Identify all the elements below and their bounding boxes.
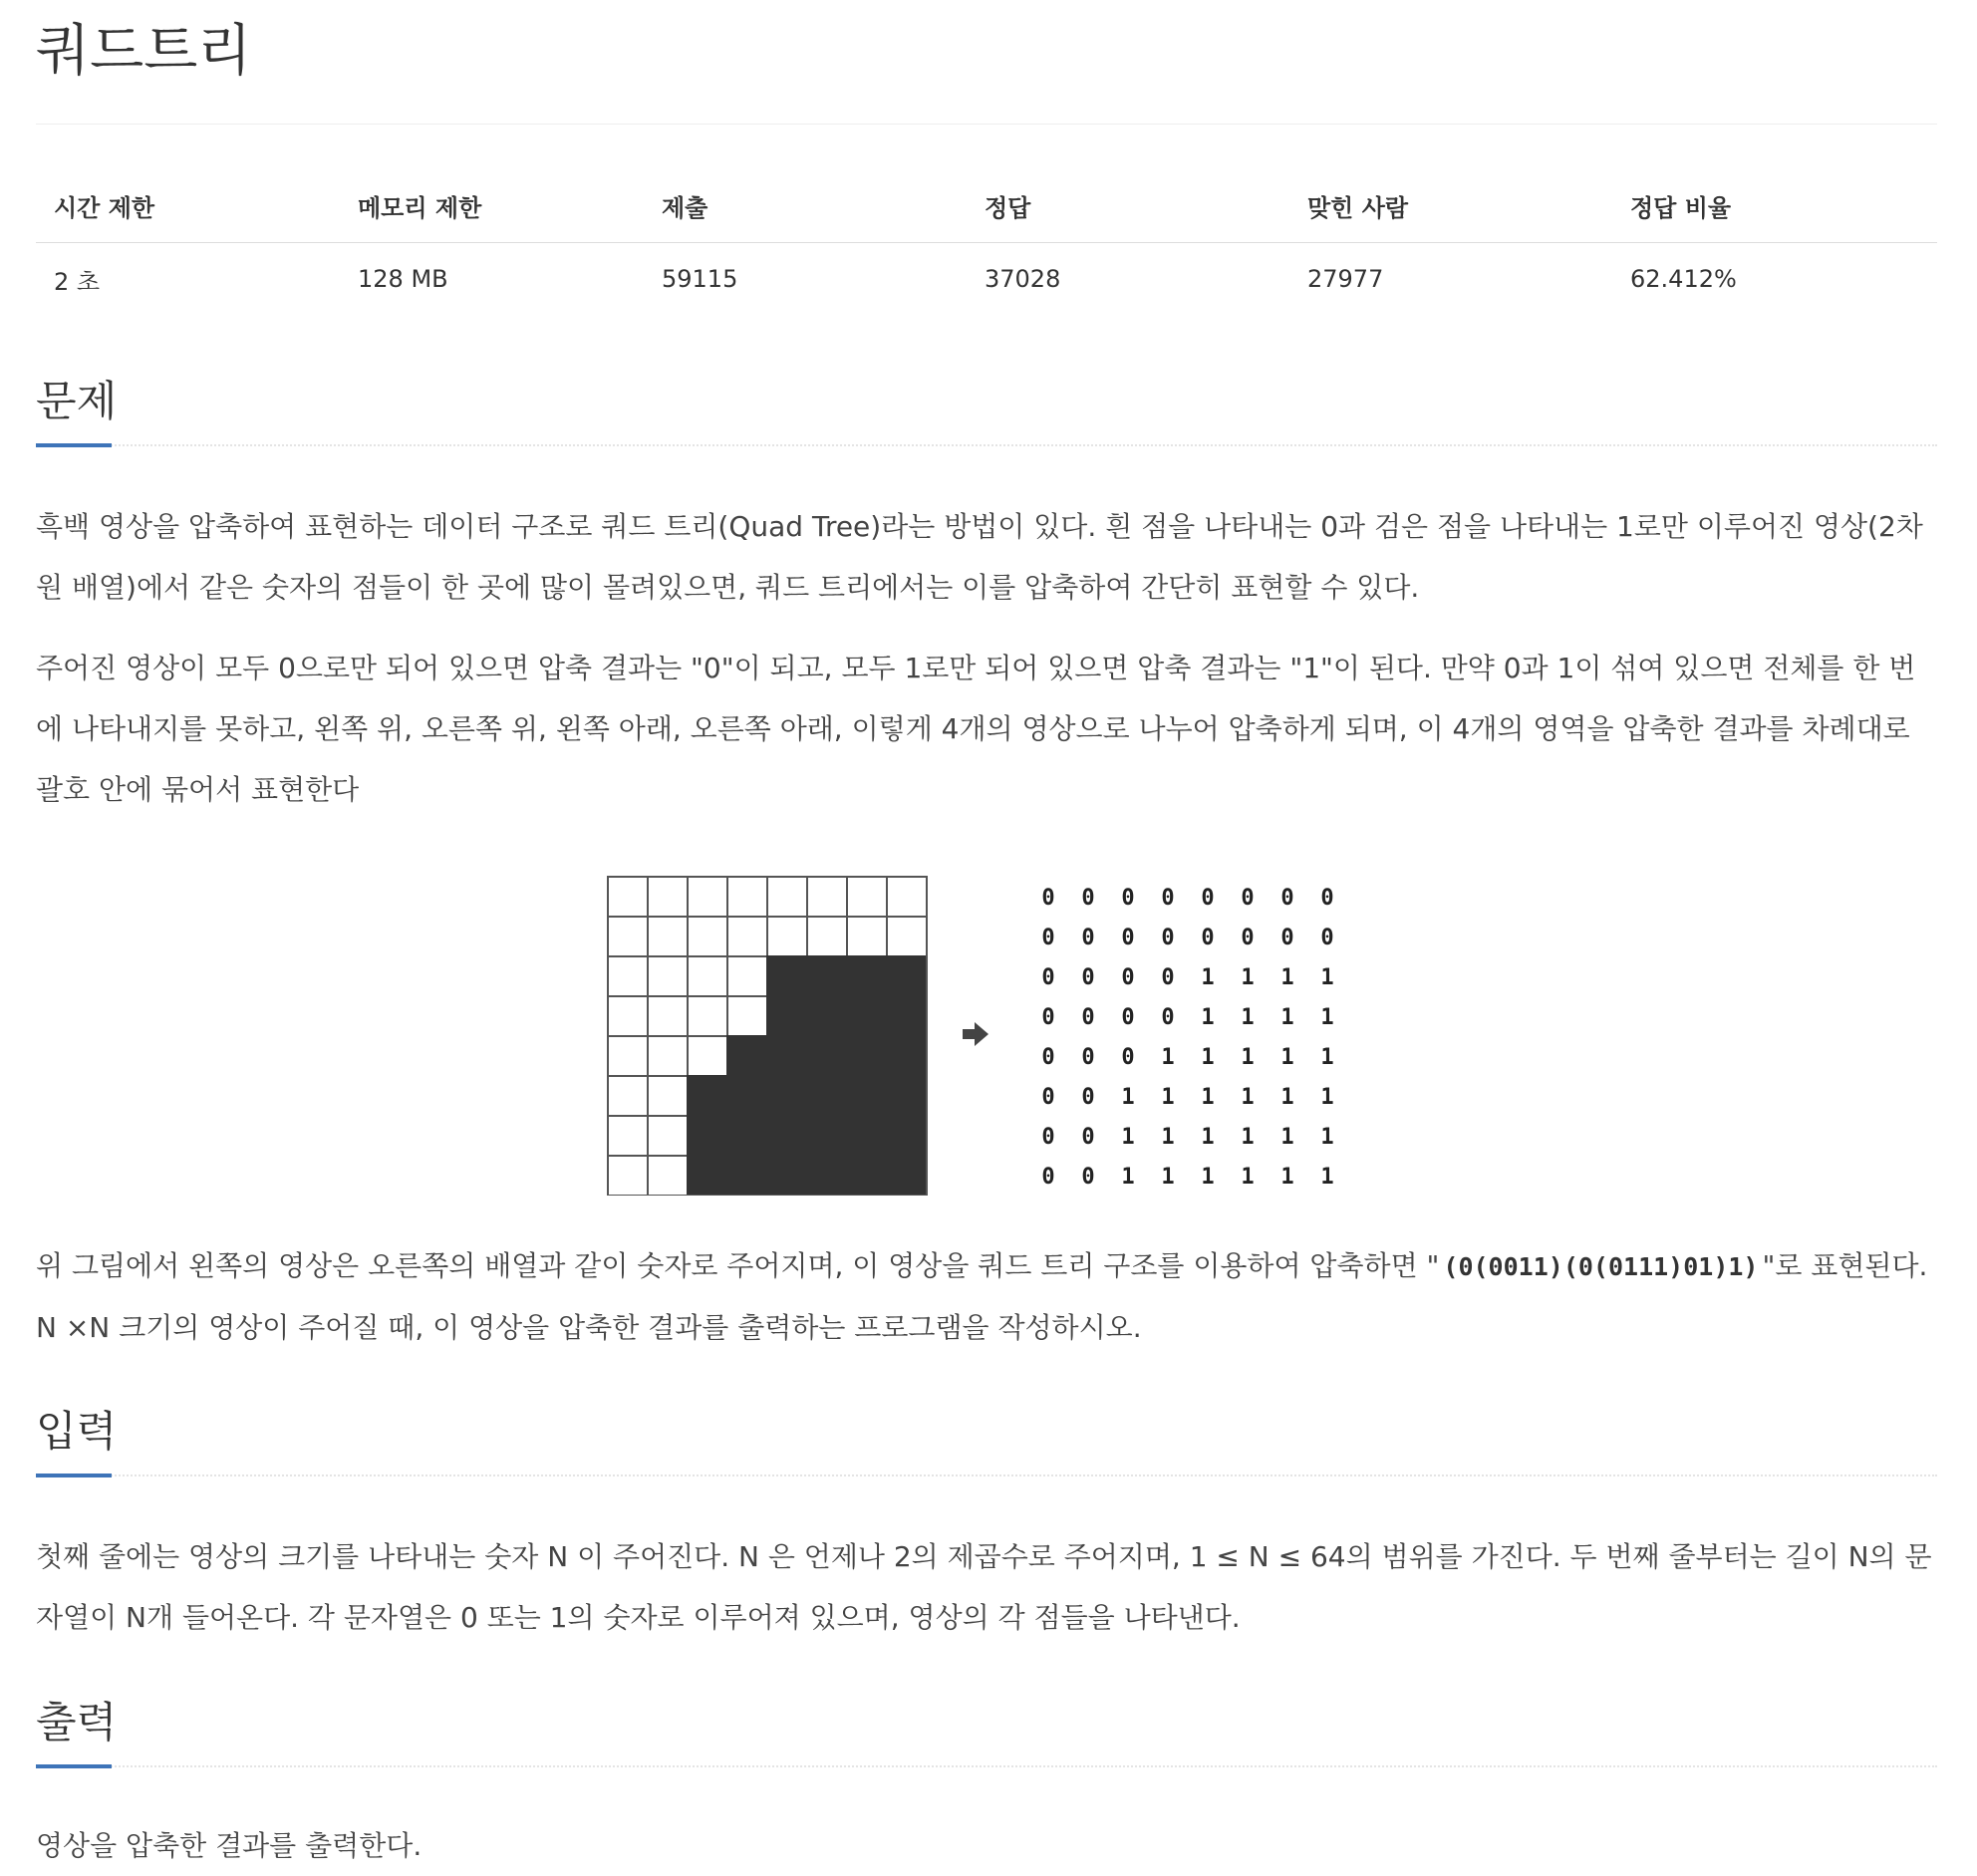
problem-paragraph-2: 주어진 영상이 모두 0으로만 되어 있으면 압축 결과는 "0"이 되고, 모두 1로만 되어 있으면 압축 결과는 "1"이 된다. 만약 0과 1이 섞여 있으면 전체를 한 번에 나타내지를 못하고, 왼쪽 위, 오른쪽 위, 왼쪽 아래, 오른쪽 아래, 이렇게 4개의 영상으로 나누어 압축하게 되며, 이 4개의 영역을 압축한 결과를 차례대로 괄호 안에 묶어서 표현한다 <box>36 652 1916 806</box>
digit-cell: 0 <box>1241 926 1255 950</box>
digit-cell: 0 <box>1041 1085 1055 1110</box>
header-ratio: 정답 비율 <box>1612 168 1937 243</box>
grid-cell <box>727 1036 767 1076</box>
digit-cell: 0 <box>1161 886 1175 911</box>
digit-cell: 0 <box>1121 965 1135 990</box>
grid-cell <box>807 1076 847 1116</box>
grid-cell <box>847 1076 887 1116</box>
grid-cell <box>887 1116 927 1156</box>
value-memory-limit: 128 MB <box>358 265 448 293</box>
digit-cell: 1 <box>1161 1085 1175 1110</box>
digit-cell: 1 <box>1320 1045 1334 1070</box>
limits-header-row <box>36 168 1937 243</box>
digit-cell: 1 <box>1241 1005 1255 1030</box>
grid-cell <box>767 956 807 996</box>
grid-cell <box>807 1116 847 1156</box>
grid-cell <box>767 1076 807 1116</box>
digit-cell: 0 <box>1081 1045 1095 1070</box>
paragraph-3-text-before: 위 그림에서 왼쪽의 영상은 오른쪽의 배열과 같이 숫자로 주어지며, 이 영상을 쿼드 트리 구조를 이용하여 압축하면 " <box>36 1249 1440 1282</box>
digit-cell: 0 <box>1121 1045 1135 1070</box>
digit-array <box>1041 886 1333 1190</box>
grid-cell <box>847 996 887 1036</box>
grid-cell <box>727 877 767 917</box>
digit-cell: 0 <box>1041 1125 1055 1150</box>
digit-cell: 0 <box>1041 965 1055 990</box>
digit-cell: 1 <box>1280 1125 1294 1150</box>
grid-cell <box>887 956 927 996</box>
grid-cell <box>807 877 847 917</box>
grid-cell <box>688 877 727 917</box>
section-input-underline <box>36 1474 112 1477</box>
digit-cell: 0 <box>1161 965 1175 990</box>
grid-cell <box>727 1076 767 1116</box>
digit-cell: 0 <box>1121 1005 1135 1030</box>
problem-paragraph-2-wrap <box>36 638 1937 820</box>
paragraph-3-text-after: "로 표현된다. N ×N 크기의 영상이 주어질 때, 이 영상을 압축한 결과를 출력하는 프로그램을 작성하시오. <box>36 1249 1928 1344</box>
problem-paragraph-3-wrap <box>36 1235 1937 1358</box>
grid-cell <box>688 1116 727 1156</box>
problem-paragraph-1: 흑백 영상을 압축하여 표현하는 데이터 구조로 쿼드 트리(Quad Tree)라는 방법이 있다. 흰 점을 나타내는 0과 검은 점을 나타내는 1로만 이루어진 영상(2차원 배열)에서 같은 숫자의 점들이 한 곳에 많이 몰려있으면, 쿼드 트리에서는 이를 압축하여 간단히 표현할 수 있다. <box>36 510 1923 604</box>
digit-cell: 1 <box>1280 1005 1294 1030</box>
digit-cell: 0 <box>1041 1045 1055 1070</box>
right-arrow-icon <box>963 1022 988 1046</box>
digit-cell: 1 <box>1121 1165 1135 1190</box>
grid-cell <box>727 956 767 996</box>
header-solvers: 맞힌 사람 <box>1289 168 1612 243</box>
value-ratio: 62.412% <box>1630 265 1737 293</box>
input-paragraph: 첫째 줄에는 영상의 크기를 나타내는 숫자 N 이 주어진다. N 은 언제나 2의 제곱수로 주어지며, 1 ≤ N ≤ 64의 범위를 가진다. 두 번째 줄부터는 길이 N의 문자열이 N개 들어온다. 각 문자열은 0 또는 1의 숫자로 이루어져 있으며, 영상의 각 점들을 나타낸다. <box>36 1540 1932 1634</box>
grid-cell <box>767 996 807 1036</box>
digit-cell: 1 <box>1280 965 1294 990</box>
grid-cell <box>688 1036 727 1076</box>
grid-cell <box>608 1156 648 1196</box>
section-output-header-wrap <box>36 1690 1937 1767</box>
grid-cell <box>688 917 727 956</box>
grid-cell <box>767 1156 807 1196</box>
digit-cell: 0 <box>1081 886 1095 911</box>
grid-cell <box>847 956 887 996</box>
grid-cell <box>807 996 847 1036</box>
digit-cell: 1 <box>1121 1125 1135 1150</box>
grid-cell <box>648 996 688 1036</box>
digit-cell: 1 <box>1201 965 1215 990</box>
grid-cell <box>767 877 807 917</box>
grid-cell <box>688 1156 727 1196</box>
digit-cell: 1 <box>1320 1005 1334 1030</box>
digit-cell: 1 <box>1201 1045 1215 1070</box>
section-output-title: 출력 <box>36 1698 118 1746</box>
digit-cell: 1 <box>1320 1085 1334 1110</box>
grid-cell <box>767 917 807 956</box>
page-title: 쿼드트리 <box>36 0 1937 125</box>
grid-cell <box>648 917 688 956</box>
digit-cell: 0 <box>1041 1005 1055 1030</box>
digit-cell: 1 <box>1161 1165 1175 1190</box>
grid-cell <box>887 917 927 956</box>
digit-cell: 0 <box>1081 1125 1095 1150</box>
grid-cell <box>807 917 847 956</box>
value-accepted: 37028 <box>985 265 1061 293</box>
grid-cell <box>688 956 727 996</box>
grid-cell <box>807 1036 847 1076</box>
value-solvers: 27977 <box>1307 265 1384 293</box>
grid-cell <box>847 1036 887 1076</box>
header-memory-limit: 메모리 제한 <box>340 168 644 243</box>
section-input-title: 입력 <box>36 1407 118 1456</box>
value-time-limit: 2 초 <box>54 267 101 296</box>
digit-cell: 0 <box>1041 1165 1055 1190</box>
digit-cell: 1 <box>1320 1125 1334 1150</box>
grid-cell <box>648 1156 688 1196</box>
digit-cell: 1 <box>1201 1005 1215 1030</box>
problem-paragraph-3 <box>36 1235 1937 1358</box>
digit-cell: 1 <box>1121 1085 1135 1110</box>
section-problem-header-wrap <box>36 369 1937 446</box>
digit-cell: 0 <box>1041 886 1055 911</box>
digit-cell: 1 <box>1241 1125 1255 1150</box>
digit-cell: 1 <box>1241 1165 1255 1190</box>
grid-cell <box>688 996 727 1036</box>
digit-cell: 1 <box>1280 1045 1294 1070</box>
grid-cell <box>688 1076 727 1116</box>
digit-cell: 0 <box>1161 1005 1175 1030</box>
output-paragraph: 영상을 압축한 결과를 출력한다. <box>36 1829 423 1862</box>
grid-cell <box>887 996 927 1036</box>
section-problem-title: 문제 <box>36 377 118 425</box>
grid-cell <box>608 956 648 996</box>
grid-cell <box>847 1116 887 1156</box>
digit-cell: 1 <box>1241 1045 1255 1070</box>
quadtree-figure-svg <box>606 875 1343 1196</box>
grid-cell <box>887 1156 927 1196</box>
input-paragraph-wrap <box>36 1526 1937 1648</box>
grid-cell <box>648 956 688 996</box>
grid-cell <box>847 877 887 917</box>
digit-cell: 0 <box>1081 1085 1095 1110</box>
digit-cell: 0 <box>1041 926 1055 950</box>
grid-cell <box>608 996 648 1036</box>
digit-cell: 0 <box>1320 926 1334 950</box>
grid-cell <box>807 956 847 996</box>
header-area <box>36 0 1937 315</box>
output-paragraph-wrap <box>36 1815 1937 1876</box>
section-input-header <box>36 1399 1937 1476</box>
grid-cell <box>847 1156 887 1196</box>
digit-cell: 1 <box>1320 1165 1334 1190</box>
header-accepted: 정답 <box>967 168 1289 243</box>
digit-cell: 1 <box>1201 1165 1215 1190</box>
section-input-header-wrap <box>36 1399 1937 1476</box>
grid-cell <box>608 1036 648 1076</box>
digit-cell: 1 <box>1241 1085 1255 1110</box>
digit-cell: 1 <box>1161 1125 1175 1150</box>
limits-table <box>36 168 1937 315</box>
quadtree-figure <box>606 875 1343 1196</box>
grid-cell <box>807 1156 847 1196</box>
digit-cell: 0 <box>1201 926 1215 950</box>
section-output-header <box>36 1690 1937 1767</box>
digit-cell: 1 <box>1280 1085 1294 1110</box>
image-grid <box>608 877 927 1196</box>
digit-cell: 0 <box>1081 926 1095 950</box>
digit-cell: 0 <box>1241 886 1255 911</box>
section-problem-underline <box>36 443 112 447</box>
value-submissions: 59115 <box>662 265 738 293</box>
digit-cell: 0 <box>1161 926 1175 950</box>
digit-cell: 0 <box>1081 965 1095 990</box>
digit-cell: 1 <box>1201 1085 1215 1110</box>
grid-cell <box>608 877 648 917</box>
digit-cell: 0 <box>1280 886 1294 911</box>
section-problem-header <box>36 369 1937 446</box>
grid-cell <box>887 1036 927 1076</box>
grid-cell <box>727 917 767 956</box>
grid-cell <box>648 877 688 917</box>
grid-cell <box>608 1116 648 1156</box>
digit-cell: 0 <box>1121 926 1135 950</box>
header-submissions: 제출 <box>644 168 967 243</box>
digit-cell: 0 <box>1081 1165 1095 1190</box>
grid-cell <box>767 1116 807 1156</box>
grid-cell <box>887 877 927 917</box>
digit-cell: 0 <box>1280 926 1294 950</box>
compressed-result-code: (0(0011)(0(0111)01)1) <box>1443 1252 1759 1281</box>
grid-cell <box>608 1076 648 1116</box>
grid-cell <box>727 996 767 1036</box>
digit-cell: 0 <box>1201 886 1215 911</box>
digit-cell: 1 <box>1201 1125 1215 1150</box>
section-output-underline <box>36 1764 112 1768</box>
digit-cell: 1 <box>1241 965 1255 990</box>
grid-cell <box>767 1036 807 1076</box>
grid-cell <box>608 917 648 956</box>
grid-cell <box>727 1156 767 1196</box>
digit-cell: 1 <box>1280 1165 1294 1190</box>
grid-cell <box>648 1076 688 1116</box>
grid-cell <box>648 1116 688 1156</box>
grid-cell <box>887 1076 927 1116</box>
digit-cell: 0 <box>1121 886 1135 911</box>
header-time-limit: 시간 제한 <box>36 168 340 243</box>
digit-cell: 0 <box>1320 886 1334 911</box>
limits-value-row <box>36 243 1937 316</box>
grid-cell <box>727 1116 767 1156</box>
grid-cell <box>648 1036 688 1076</box>
digit-cell: 1 <box>1161 1045 1175 1070</box>
digit-cell: 1 <box>1320 965 1334 990</box>
digit-cell: 0 <box>1081 1005 1095 1030</box>
problem-paragraph-1-wrap <box>36 496 1937 618</box>
grid-cell <box>847 917 887 956</box>
